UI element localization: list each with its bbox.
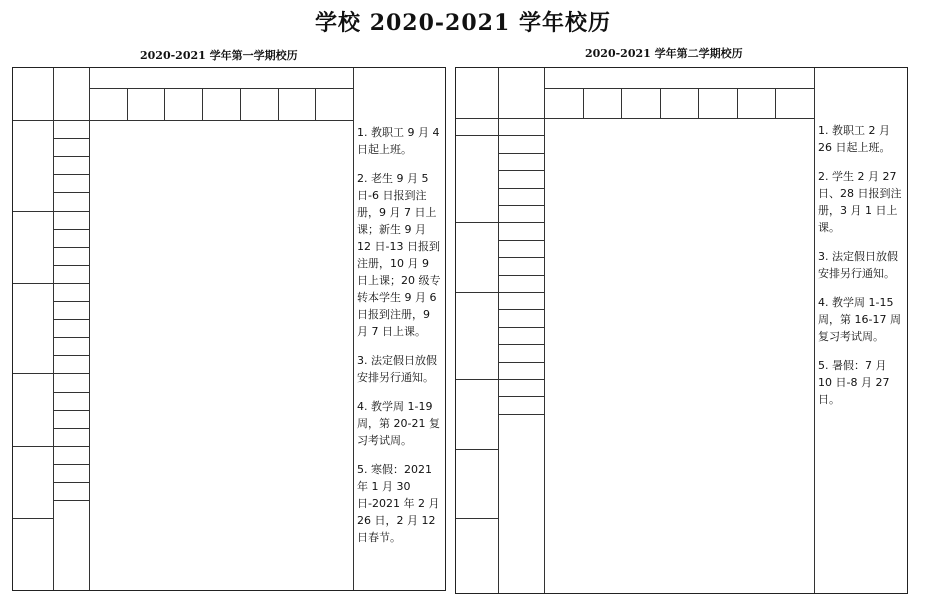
grid-hline bbox=[498, 257, 544, 258]
grid-vline bbox=[353, 68, 354, 590]
grid-hline bbox=[53, 265, 89, 266]
grid-vline bbox=[698, 88, 699, 118]
grid-hline bbox=[53, 500, 89, 501]
grid-hline bbox=[53, 138, 89, 139]
grid-hline bbox=[456, 449, 498, 450]
semester2-calendar bbox=[455, 67, 908, 594]
note-item: 2. 老生 9 月 5 日-6 日报到注册，9 月 7 日上课；新生 9 月 12 日-13 日报到注册，10 月 9 日上课；20 级专转本学生 9 月 6 日报到注册，9 月 7 日上课。 bbox=[357, 172, 441, 338]
grid-vline bbox=[202, 88, 203, 120]
grid-hline bbox=[53, 410, 89, 411]
semester1-subtitle: 2020-2021 学年第一学期校历 bbox=[140, 49, 298, 62]
grid-hline bbox=[53, 174, 89, 175]
grid-vline bbox=[814, 68, 815, 593]
grid-vline bbox=[737, 88, 738, 118]
grid-hline bbox=[498, 275, 544, 276]
grid-hline bbox=[456, 379, 498, 380]
grid-vline bbox=[240, 88, 241, 120]
semester2-subtitle: 2020-2021 学年第二学期校历 bbox=[585, 47, 743, 60]
grid-hline bbox=[498, 222, 544, 223]
grid-hline bbox=[53, 482, 89, 483]
note-item: 4. 教学周 1-19 周，第 20-21 复习考试周。 bbox=[357, 400, 440, 447]
grid-hline bbox=[498, 309, 544, 310]
grid-hline bbox=[53, 156, 89, 157]
grid-hline bbox=[498, 205, 544, 206]
grid-hline bbox=[13, 518, 53, 519]
note-item: 1. 教职工 2 月 26 日起上班。 bbox=[818, 124, 891, 154]
grid-hline bbox=[53, 283, 89, 284]
grid-hline bbox=[53, 211, 89, 212]
grid-hline bbox=[498, 379, 544, 380]
grid-hline bbox=[53, 428, 89, 429]
grid-hline bbox=[456, 135, 498, 136]
grid-hline bbox=[498, 170, 544, 171]
grid-hline bbox=[456, 222, 498, 223]
grid-vline bbox=[315, 88, 316, 120]
grid-vline bbox=[583, 88, 584, 118]
grid-hline bbox=[53, 337, 89, 338]
grid-hline bbox=[53, 319, 89, 320]
grid-hline bbox=[498, 153, 544, 154]
grid-vline bbox=[89, 68, 90, 590]
grid-hline bbox=[498, 240, 544, 241]
grid-vline bbox=[544, 68, 545, 593]
note-item: 3. 法定假日放假安排另行通知。 bbox=[818, 250, 898, 280]
note-item: 5. 寒假：2021 年 1 月 30 日-2021 年 2 月 26 日，2 月 12 日春节。 bbox=[357, 463, 440, 544]
grid-vline bbox=[127, 88, 128, 120]
grid-hline bbox=[498, 344, 544, 345]
grid-vline bbox=[775, 88, 776, 118]
grid-hline bbox=[498, 292, 544, 293]
note-item: 3. 法定假日放假安排另行通知。 bbox=[357, 354, 437, 384]
grid-hline bbox=[498, 135, 544, 136]
note-item: 1. 教职工 9 月 4 日起上班。 bbox=[357, 126, 440, 156]
grid-hline bbox=[53, 464, 89, 465]
grid-hline bbox=[498, 188, 544, 189]
grid-vline bbox=[278, 88, 279, 120]
grid-hline bbox=[53, 301, 89, 302]
grid-hline bbox=[89, 88, 353, 89]
grid-hline bbox=[498, 362, 544, 363]
grid-hline bbox=[498, 327, 544, 328]
grid-hline bbox=[13, 211, 53, 212]
grid-hline bbox=[53, 446, 89, 447]
grid-hline bbox=[53, 392, 89, 393]
notes-panel bbox=[818, 122, 903, 420]
grid-hline bbox=[53, 373, 89, 374]
grid-hline bbox=[13, 446, 53, 447]
grid-vline bbox=[621, 88, 622, 118]
page-title: 学校 2020-2021 学年校历 bbox=[315, 10, 611, 36]
grid-hline bbox=[13, 373, 53, 374]
note-item: 4. 教学周 1-15 周，第 16-17 周复习考试周。 bbox=[818, 296, 901, 343]
grid-vline bbox=[164, 88, 165, 120]
grid-hline bbox=[53, 229, 89, 230]
grid-hline bbox=[53, 355, 89, 356]
grid-vline bbox=[660, 88, 661, 118]
grid-hline bbox=[13, 120, 353, 121]
note-item: 2. 学生 2 月 27 日、28 日报到注册，3 月 1 日上课。 bbox=[818, 170, 902, 234]
grid-hline bbox=[53, 247, 89, 248]
grid-hline bbox=[456, 292, 498, 293]
grid-hline bbox=[498, 414, 544, 415]
notes-panel bbox=[357, 124, 441, 558]
grid-vline bbox=[498, 68, 499, 593]
semester1-calendar bbox=[12, 67, 446, 591]
grid-hline bbox=[544, 88, 814, 89]
grid-hline bbox=[456, 118, 814, 119]
grid-hline bbox=[498, 396, 544, 397]
grid-hline bbox=[13, 283, 53, 284]
grid-hline bbox=[456, 518, 498, 519]
grid-vline bbox=[53, 68, 54, 590]
grid-hline bbox=[53, 192, 89, 193]
note-item: 5. 暑假：7 月 10 日-8 月 27 日。 bbox=[818, 359, 890, 406]
